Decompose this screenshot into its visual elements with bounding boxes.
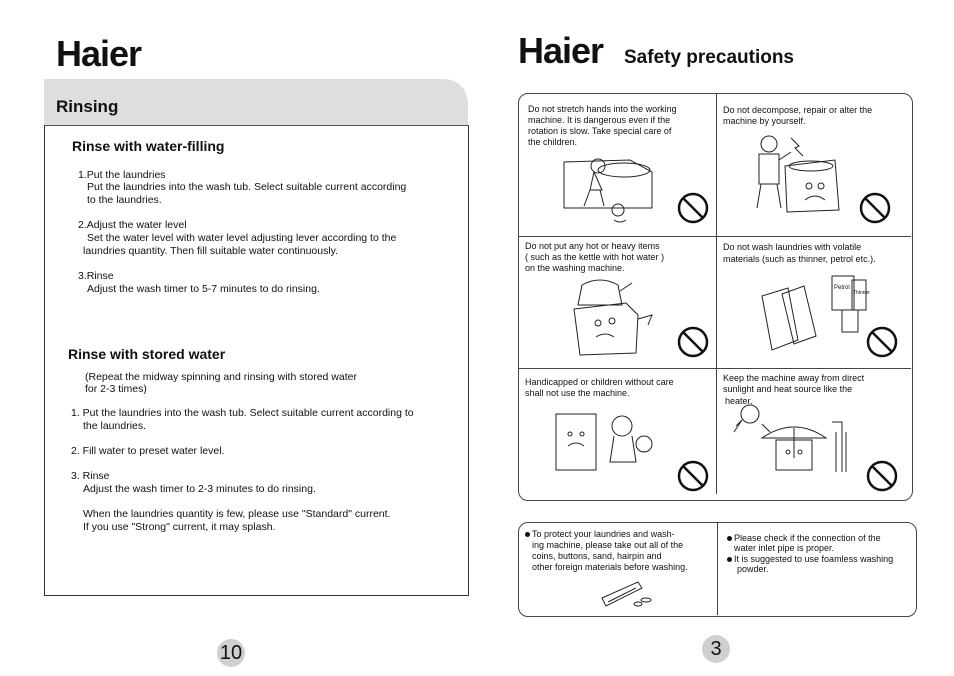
tip-right-line: powder. (737, 564, 769, 574)
sw-line: 2. Fill water to preset water level. (71, 445, 225, 457)
cell-4-line: materials (such as thinner, petrol etc.). (723, 254, 876, 264)
cell-2-line: Do not decompose, repair or alter the (723, 105, 873, 115)
sw-line: for 2-3 times) (85, 383, 147, 395)
page-title: Safety precautions (624, 47, 794, 68)
tip-left-line: other foreign materials before washing. (532, 562, 688, 572)
cell-1-line: machine. It is dangerous even if the (528, 115, 671, 125)
tip-left-line: ing machine, please take out all of the (532, 540, 684, 550)
sw-line: the laundries. (83, 420, 147, 432)
tips-divider-v (717, 523, 718, 615)
cell-6-line: heater. (725, 396, 753, 406)
wf-line: Adjust the wash timer to 5-7 minutes to do rinsing. (87, 283, 320, 295)
tip-left-line: coins, buttons, sand, hairpin and (532, 551, 662, 561)
cell-1-line: the children. (528, 137, 578, 147)
thinner-label: Thinner (853, 290, 870, 296)
cell-4-line: Do not wash laundries with volatile (723, 242, 862, 252)
panel-divider-h1 (519, 236, 911, 237)
wf-line: Set the water level with water level adjusting lever according to the (87, 232, 397, 244)
cell-1-line: Do not stretch hands into the working (528, 104, 677, 114)
no-icon (677, 192, 709, 224)
haier-logo-left: Haier (56, 33, 142, 74)
sw-line: 3. Rinse (71, 470, 110, 482)
sw-line: When the laundries quantity is few, please use "Standard" current. (83, 508, 391, 520)
tip-right-line: It is suggested to use foamless washing (734, 554, 894, 564)
sw-line: If you use "Strong" current, it may splash. (83, 521, 276, 533)
tip-right-line: water inlet pipe is proper. (734, 543, 835, 553)
bullet-icon (727, 536, 732, 541)
water-filling-heading: Rinse with water-filling (72, 138, 225, 154)
page-number-left: 10 (217, 639, 245, 667)
child-hands-in-machine-illustration (560, 150, 680, 230)
panel-divider-h2 (519, 368, 911, 369)
cell-3-line: on the washing machine. (525, 263, 625, 273)
wf-line: 2.Adjust the water level (78, 219, 187, 231)
no-icon (866, 326, 898, 358)
wf-line: Put the laundries into the wash tub. Select suitable current according (87, 181, 407, 193)
sw-line: (Repeat the midway spinning and rinsing with stored water (85, 371, 357, 383)
petrol-label: Petrol (834, 285, 850, 291)
cell-1-line: rotation is slow. Take special care of (528, 126, 672, 136)
cell-3-line: Do not put any hot or heavy items (525, 241, 660, 251)
no-icon (677, 460, 709, 492)
no-icon (866, 460, 898, 492)
man-repairing-machine-illustration (735, 130, 845, 215)
cell-5-line: shall not use the machine. (525, 388, 630, 398)
kettle-on-machine-illustration (560, 275, 660, 360)
sw-line: Adjust the wash timer to 2-3 minutes to do rinsing. (83, 483, 316, 495)
no-icon (859, 192, 891, 224)
stored-water-heading: Rinse with stored water (68, 346, 226, 362)
wf-line: 1.Put the laundries (78, 169, 166, 181)
sun-and-heater-illustration (732, 402, 862, 477)
bullet-icon (727, 557, 732, 562)
wf-line: to the laundries. (87, 194, 162, 206)
page-number-right: 3 (702, 635, 730, 663)
panel-divider-v (716, 94, 717, 494)
cell-2-line: machine by yourself. (723, 116, 806, 126)
sw-line: 1. Put the laundries into the wash tub. Select suitable current according to (71, 407, 414, 419)
haier-logo-right: Haier (518, 30, 604, 71)
section-title: Rinsing (56, 97, 119, 116)
tip-right-line: Please check if the connection of the (734, 533, 881, 543)
cell-6-line: sunlight and heat source like the (723, 384, 853, 394)
no-icon (677, 326, 709, 358)
bullet-icon (525, 532, 530, 537)
child-with-machine-illustration (552, 410, 662, 475)
cell-6-line: Keep the machine away from direct (723, 373, 865, 383)
volatile-materials-illustration (758, 270, 868, 355)
coins-hairpin-illustration (598, 576, 658, 610)
cell-5-line: Handicapped or children without care (525, 377, 674, 387)
wf-line: laundries quantity. Then fill suitable water continuously. (83, 245, 339, 257)
tip-left-line: To protect your laundries and wash- (532, 529, 675, 539)
wf-line: 3.Rinse (78, 270, 114, 282)
cell-3-line: ( such as the kettle with hot water ) (525, 252, 665, 262)
